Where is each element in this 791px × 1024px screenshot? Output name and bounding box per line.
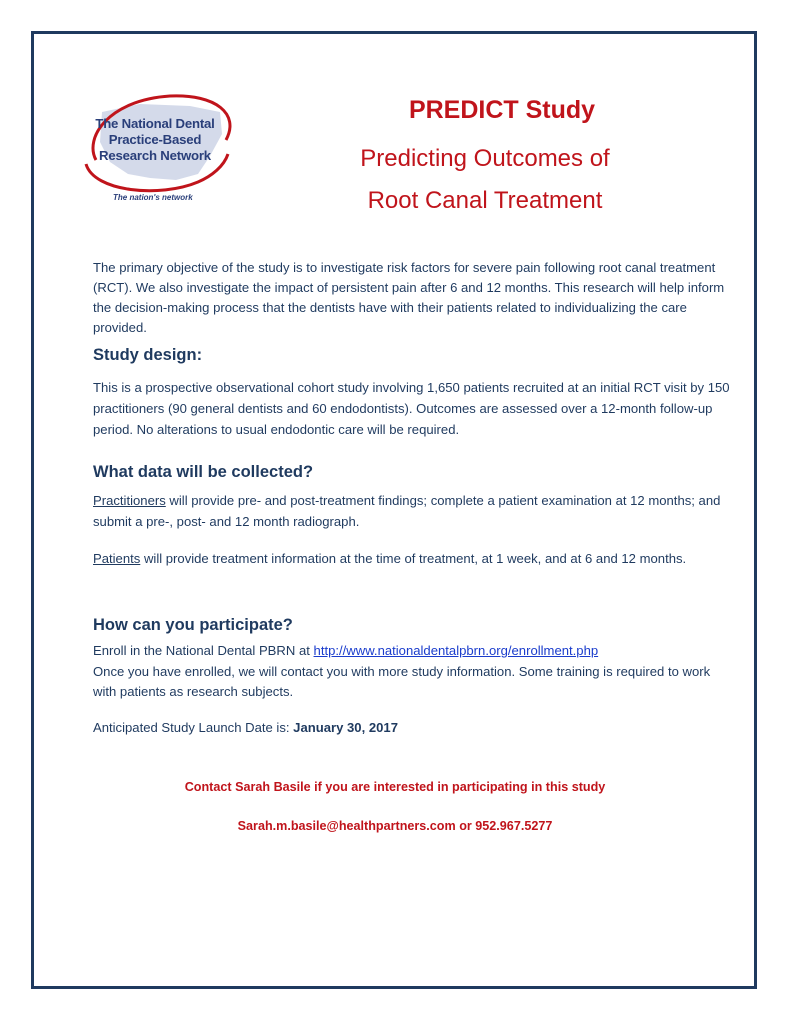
practitioners-label: Practitioners	[93, 493, 166, 508]
contact-details	[60, 819, 730, 833]
patients-paragraph	[93, 548, 733, 569]
page-subtitle	[300, 138, 670, 222]
enroll-prefix: Enroll in the National Dental PBRN at	[93, 643, 314, 658]
logo-tagline: The nation's network	[113, 193, 193, 202]
patients-label: Patients	[93, 551, 141, 566]
study-design-heading: Study design:	[93, 346, 203, 364]
launch-date-label: Anticipated Study Launch Date is:	[93, 720, 294, 735]
contact-email[interactable]: Sarah.m.basile@healthpartners.com	[237, 819, 456, 833]
logo-line-3: Research Network	[99, 148, 211, 163]
page-title: PREDICT Study	[408, 96, 596, 124]
participate-heading: How can you participate?	[93, 616, 293, 634]
subtitle-line-1: Predicting Outcomes of	[360, 145, 610, 172]
network-logo	[80, 94, 240, 206]
practitioners-text: will provide pre- and post-treatment findings; complete a patient examination at 12 months; and submit a pre-, post- and 12 month radiograph.	[93, 493, 721, 529]
data-collected-heading: What data will be collected?	[93, 463, 314, 481]
logo-name	[80, 116, 230, 164]
subtitle-line-2: Root Canal Treatment	[367, 187, 603, 214]
study-design-paragraph: This is a prospective observational cohort study involving 1,650 patients recruited at an initial RCT visit by 150 practitioners (90 general dentists and 60 endodontists). Outcomes are assessed over a 12-month follow-up period. No alterations to usual endodontic care will be required.	[93, 380, 730, 437]
logo-line-1: The National Dental	[95, 116, 215, 131]
enroll-info-paragraph: Once you have enrolled, we will contact you with more study information. Some training is required to work with patients as research subjects.	[93, 664, 711, 699]
patients-text: will provide treatment information at the time of treatment, at 1 week, and at 6 and 12 months.	[140, 551, 687, 566]
launch-date-line	[93, 718, 733, 738]
enrollment-link[interactable]: http://www.nationaldentalpbrn.org/enrollment.php	[313, 643, 599, 658]
practitioners-paragraph	[93, 490, 733, 532]
launch-date-value: January 30, 2017	[293, 720, 398, 735]
intro-paragraph: The primary objective of the study is to investigate risk factors for severe pain following root canal treatment (RCT). We also investigate the impact of persistent pain after 6 and 12 months. This research will help inform the decision-making process that the dentists have with their patients related to individualizing the care provided.	[93, 260, 725, 335]
contact-phone[interactable]: 952.967.5277	[475, 819, 553, 833]
enroll-line	[93, 641, 733, 661]
contact-or: or	[455, 819, 476, 833]
contact-heading: Contact Sarah Basile if you are interested in participating in this study	[184, 780, 606, 794]
logo-line-2: Practice-Based	[108, 132, 202, 147]
